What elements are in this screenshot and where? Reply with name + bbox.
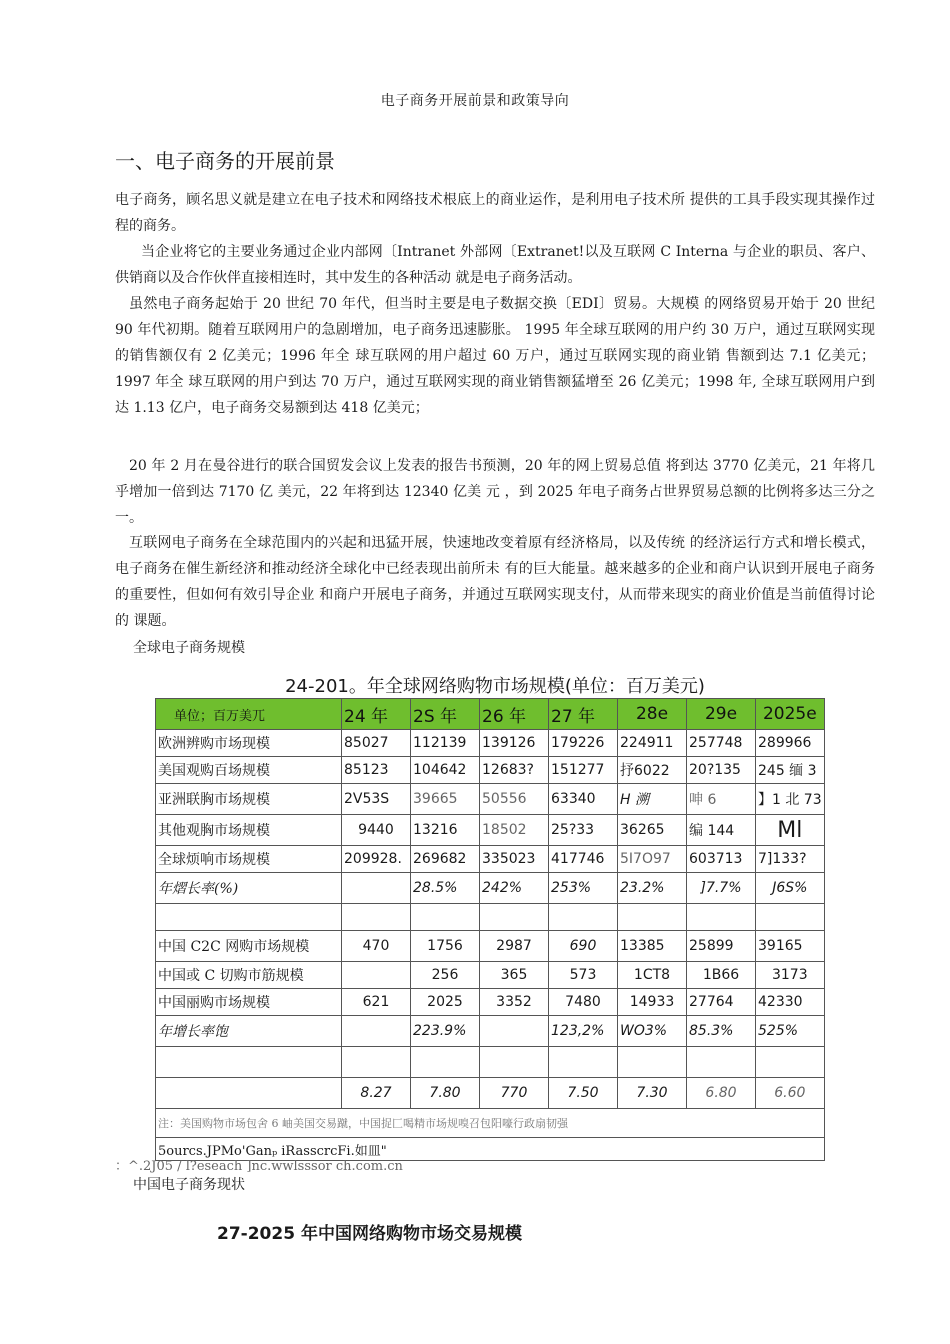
global-ecommerce-label: 全球电子商务规模 xyxy=(133,640,245,656)
table-cell: 3173 xyxy=(756,962,825,989)
table-cell: 603713 xyxy=(687,846,756,873)
row-label: 亚洲联胸市场规模 xyxy=(156,784,342,815)
table-cell xyxy=(342,962,411,989)
table-row xyxy=(156,1078,825,1109)
table-row xyxy=(156,989,825,1016)
row-label: 全球烦响市场规模 xyxy=(156,846,342,873)
table-cell: 573 xyxy=(549,962,618,989)
table-header-row xyxy=(156,699,825,730)
table-cell xyxy=(411,904,480,931)
table-cell xyxy=(156,1047,342,1078)
table-cell: 104642 xyxy=(411,757,480,784)
table-cell: 39665 xyxy=(411,784,480,815)
table-cell: 2987 xyxy=(480,931,549,962)
paragraph-1: 电子商务，顾名思义就是建立在电子技术和网络技术根底上的商业运作，是利用电子技术所 提供的工具手段实现其操作过程的商务。 xyxy=(115,192,875,234)
table-cell xyxy=(480,904,549,931)
table-cell: 85027 xyxy=(342,730,411,757)
paragraph-2: 当企业将它的主要业务通过企业内部网〔Intranet 外部网〔Extranet!以及互联网 C Interna 与企业的职员、客户、供销商以及合作伙伴直接相连时，其中发生的各种活动 就是电子商务活动。 xyxy=(115,244,875,286)
market-size-table xyxy=(155,698,825,1161)
table-cell xyxy=(480,1016,549,1047)
table-cell: 1756 xyxy=(411,931,480,962)
year-header: 2025e xyxy=(756,699,825,730)
table-cell: 12683? xyxy=(480,757,549,784)
table-cell: 253% xyxy=(549,873,618,904)
table-cell: 13216 xyxy=(411,815,480,846)
table-cell: Ml xyxy=(756,815,825,846)
table-cell: 365 xyxy=(480,962,549,989)
table-cell: 85.3% xyxy=(687,1016,756,1047)
table-cell: 123,2% xyxy=(549,1016,618,1047)
table-cell: 20?135 xyxy=(687,757,756,784)
row-label: 其他观胸市场规模 xyxy=(156,815,342,846)
source-url-note: ：^.2J05 / l?eseach ]nc.wwlsssor ch.com.cn xyxy=(115,1159,403,1174)
table-cell: 8.27 xyxy=(342,1078,411,1109)
table-source: 5ourcs.JPMo'Ganₚ iRasscrcFi.如皿" xyxy=(156,1138,825,1161)
year-header: 24 年 xyxy=(342,699,411,730)
year-header: 29e xyxy=(687,699,756,730)
table-cell: 14933 xyxy=(618,989,687,1016)
table-cell: 690 xyxy=(549,931,618,962)
table-row-empty xyxy=(156,1047,825,1078)
table-cell: 139126 xyxy=(480,730,549,757)
table-cell xyxy=(618,1047,687,1078)
row-label: 中国 C2C 网购市场规模 xyxy=(156,931,342,962)
table-cell xyxy=(756,904,825,931)
table-cell: 335023 xyxy=(480,846,549,873)
table-note: 注：美国购物市场包舍 6 岫美国交易蹴，中国捉匚喝精市场规嗅召包阳嚎行政扇韧强 xyxy=(156,1109,825,1138)
table-row xyxy=(156,846,825,873)
table-cell: 417746 xyxy=(549,846,618,873)
table-cell: 224911 xyxy=(618,730,687,757)
china-ecommerce-label: 中国电子商务现状 xyxy=(133,1177,245,1193)
table-cell: 2V53S xyxy=(342,784,411,815)
table-cell: 289966 xyxy=(756,730,825,757)
table-cell: 1CT8 xyxy=(618,962,687,989)
table-cell: 27764 xyxy=(687,989,756,1016)
table-cell: 1B66 xyxy=(687,962,756,989)
table-row-empty xyxy=(156,904,825,931)
table-cell: 9440 xyxy=(342,815,411,846)
table-cell: 6.80 xyxy=(687,1078,756,1109)
table-cell: 470 xyxy=(342,931,411,962)
table-cell: ]7.7% xyxy=(687,873,756,904)
table-cell: H 溯 xyxy=(618,784,687,815)
table-cell: 50556 xyxy=(480,784,549,815)
table-cell: 209928. xyxy=(342,846,411,873)
table-cell: 23.2% xyxy=(618,873,687,904)
table-cell: 抒6022 xyxy=(618,757,687,784)
year-header: 26 年 xyxy=(480,699,549,730)
table-cell xyxy=(342,904,411,931)
paragraph-3: 虽然电子商务起始于 20 世纪 70 年代，但当时主要是电子数据交换〔EDI〕贸易。大规模 的网络贸易开始于 20 世纪 90 年代初期。随着互联网用户的急剧增加，电子商务迅速膨胀。 1995 年全球互联网的用户约 30 万户，通过互联网实现的销售额仅有 2 亿美元；1996 年全 球互联网的用户超过 60 万户，通过互联网实现的商业销 售额到达 7.1 亿美元；1997 年全 球互联网的用户到达 70 万户，通过互联网实现的商业销售额猛增至 26 亿美元；1998 年, 全球互联网用户到达 1.13 亿户，电子商务交易额到达 418 亿美元； xyxy=(115,296,875,416)
table-cell: 7.50 xyxy=(549,1078,618,1109)
table-cell: 245 缅 3 xyxy=(756,757,825,784)
table-cell: 42330 xyxy=(756,989,825,1016)
table-note-row xyxy=(156,1109,825,1138)
row-label: 年增长率饱 xyxy=(156,1016,342,1047)
paragraph-5: 互联网电子商务在全球范围内的兴起和迅猛开展，快速地改变着原有经济格局，以及传统 的经济运行方式和增长模式，电子商务在催生新经济和推动经济全球化中已经表现出前所未 有的巨大能量。越来越多的企业和商户认识到开展电子商务的重要性，但如何有效引导企业 和商户开展电子商务，并通过互联网实现支付，从而带来现实的商业价值是当前值得讨论的 课题。 xyxy=(115,535,875,629)
year-header: 27 年 xyxy=(549,699,618,730)
table-cell xyxy=(480,1047,549,1078)
table-cell: 5I7O97 xyxy=(618,846,687,873)
table-cell xyxy=(549,1047,618,1078)
paragraph-4: 20 年 2 月在曼谷进行的联合国贸发会议上发表的报告书预测，20 年的网上贸易总值 将到达 3770 亿美元，21 年将几乎增加一倍到达 7170 亿 美元，22 年将到达 12340 亿美 元 ，到 2025 年电子商务占世界贸易总额的比例将多达三分之一。 xyxy=(115,458,875,526)
table-cell: 257748 xyxy=(687,730,756,757)
table-cell xyxy=(342,1016,411,1047)
table-cell xyxy=(549,904,618,931)
table-cell: WO3% xyxy=(618,1016,687,1047)
table-cell: 151277 xyxy=(549,757,618,784)
table-row xyxy=(156,815,825,846)
table-row xyxy=(156,873,825,904)
table-row xyxy=(156,784,825,815)
table-cell xyxy=(156,904,342,931)
row-label xyxy=(156,1078,342,1109)
table-cell xyxy=(756,1047,825,1078)
row-label: 美国观购百场规模 xyxy=(156,757,342,784)
table-cell: 621 xyxy=(342,989,411,1016)
table-cell: 223.9% xyxy=(411,1016,480,1047)
table-cell: J6S% xyxy=(756,873,825,904)
table-cell: 36265 xyxy=(618,815,687,846)
table-cell xyxy=(618,904,687,931)
row-label: 欧洲辨购市场现模 xyxy=(156,730,342,757)
table-cell xyxy=(411,1047,480,1078)
year-header: 28e xyxy=(618,699,687,730)
table-cell: 编 144 xyxy=(687,815,756,846)
table-cell: 25899 xyxy=(687,931,756,962)
chart-title: 27-2025 年中国网络购物市场交易规模 xyxy=(217,1224,522,1244)
table-row xyxy=(156,1016,825,1047)
table-cell: 525% xyxy=(756,1016,825,1047)
table-row xyxy=(156,730,825,757)
table-cell: 18502 xyxy=(480,815,549,846)
table-cell: 13385 xyxy=(618,931,687,962)
row-label: 中国或 C 切购市筋规模 xyxy=(156,962,342,989)
table-cell: 256 xyxy=(411,962,480,989)
table-cell: 】1 北 73 xyxy=(756,784,825,815)
row-label: 年熠长率(%) xyxy=(156,873,342,904)
row-label: 中国丽购市场规模 xyxy=(156,989,342,1016)
table-cell: 770 xyxy=(480,1078,549,1109)
year-header: 2S 年 xyxy=(411,699,480,730)
unit-header: 单位；百万美兀 xyxy=(156,699,342,730)
document-title: 电子商务开展前景和政策导向 xyxy=(380,93,570,109)
table-cell xyxy=(687,904,756,931)
table-title: 24-201。年全球网络购物市场规模(单位：百万美元) xyxy=(285,676,705,697)
table-cell: 呻 6 xyxy=(687,784,756,815)
table-cell xyxy=(342,873,411,904)
table-cell: 6.60 xyxy=(756,1078,825,1109)
table-row xyxy=(156,757,825,784)
table-cell: 7.80 xyxy=(411,1078,480,1109)
table-row xyxy=(156,931,825,962)
table-cell: 179226 xyxy=(549,730,618,757)
table-row xyxy=(156,962,825,989)
table-cell: 39165 xyxy=(756,931,825,962)
table-cell xyxy=(687,1047,756,1078)
table-cell: 85123 xyxy=(342,757,411,784)
table-cell: 25?33 xyxy=(549,815,618,846)
section-heading: 一、电子商务的开展前景 xyxy=(115,149,335,173)
table-cell: 28.5% xyxy=(411,873,480,904)
table-cell xyxy=(342,1047,411,1078)
table-cell: 3352 xyxy=(480,989,549,1016)
table-cell: 2025 xyxy=(411,989,480,1016)
table-cell: 242% xyxy=(480,873,549,904)
table-cell: 269682 xyxy=(411,846,480,873)
table-cell: 7]133? xyxy=(756,846,825,873)
table-cell: 112139 xyxy=(411,730,480,757)
table-cell: 63340 xyxy=(549,784,618,815)
table-cell: 7480 xyxy=(549,989,618,1016)
table-cell: 7.30 xyxy=(618,1078,687,1109)
